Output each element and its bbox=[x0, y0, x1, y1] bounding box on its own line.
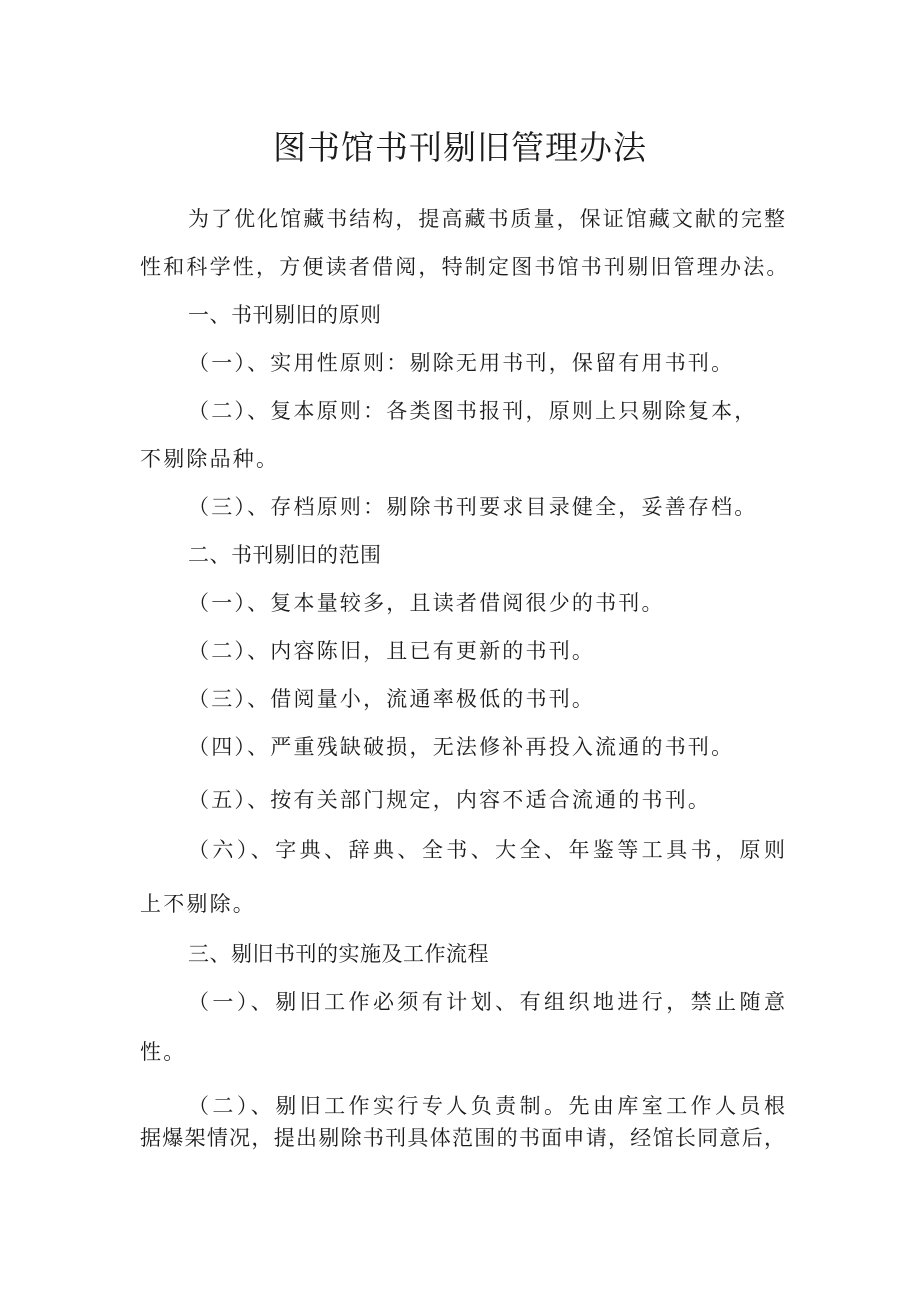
principle-2-line-2: 不剔除品种。 bbox=[140, 447, 280, 471]
scope-5: （五）、按有关部门规定，内容不适合流通的书刊。 bbox=[188, 788, 712, 812]
principle-1: （一）、实用性原则：剔除无用书刊，保留有用书刊。 bbox=[188, 351, 735, 375]
scope-2: （二）、内容陈旧，且已有更新的书刊。 bbox=[188, 639, 596, 663]
scope-3: （三）、借阅量小，流通率极低的书刊。 bbox=[188, 687, 596, 711]
principle-3: （三）、存档原则：剔除书刊要求目录健全，妥善存档。 bbox=[188, 495, 758, 519]
intro-line-1: 为了优化馆藏书结构，提高藏书质量，保证馆藏文献的完整 bbox=[188, 207, 785, 231]
intro-line-2: 性和科学性，方便读者借阅，特制定图书馆书刊剔旧管理办法。 bbox=[140, 255, 790, 279]
process-1-line-2: 性。 bbox=[140, 1040, 187, 1064]
section-heading-process: 三、剔旧书刊的实施及工作流程 bbox=[188, 942, 489, 966]
document-title: 图书馆书刊剔旧管理办法 bbox=[273, 128, 647, 167]
section-heading-principles: 一、书刊剔旧的原则 bbox=[188, 303, 382, 327]
process-2-line-2: 据爆架情况，提出剔除书刊具体范围的书面申请，经馆长同意后， bbox=[140, 1126, 785, 1150]
scope-1: （一）、复本量较多，且读者借阅很少的书刊。 bbox=[188, 591, 665, 615]
scope-4: （四）、严重残缺破损，无法修补再投入流通的书刊。 bbox=[188, 735, 735, 759]
process-1-line-1: （一）、剔旧工作必须有计划、有组织地进行，禁止随意 bbox=[188, 990, 785, 1014]
scope-6-line-2: 上不剔除。 bbox=[140, 892, 256, 916]
process-2-line-1: （二）、剔旧工作实行专人负责制。先由库室工作人员根 bbox=[188, 1094, 785, 1118]
principle-2-line-1: （二）、复本原则：各类图书报刊，原则上只剔除复本， bbox=[188, 399, 758, 423]
scope-6-line-1: （六）、字典、辞典、全书、大全、年鉴等工具书，原则 bbox=[188, 838, 785, 862]
section-heading-scope: 二、书刊剔旧的范围 bbox=[188, 543, 382, 567]
